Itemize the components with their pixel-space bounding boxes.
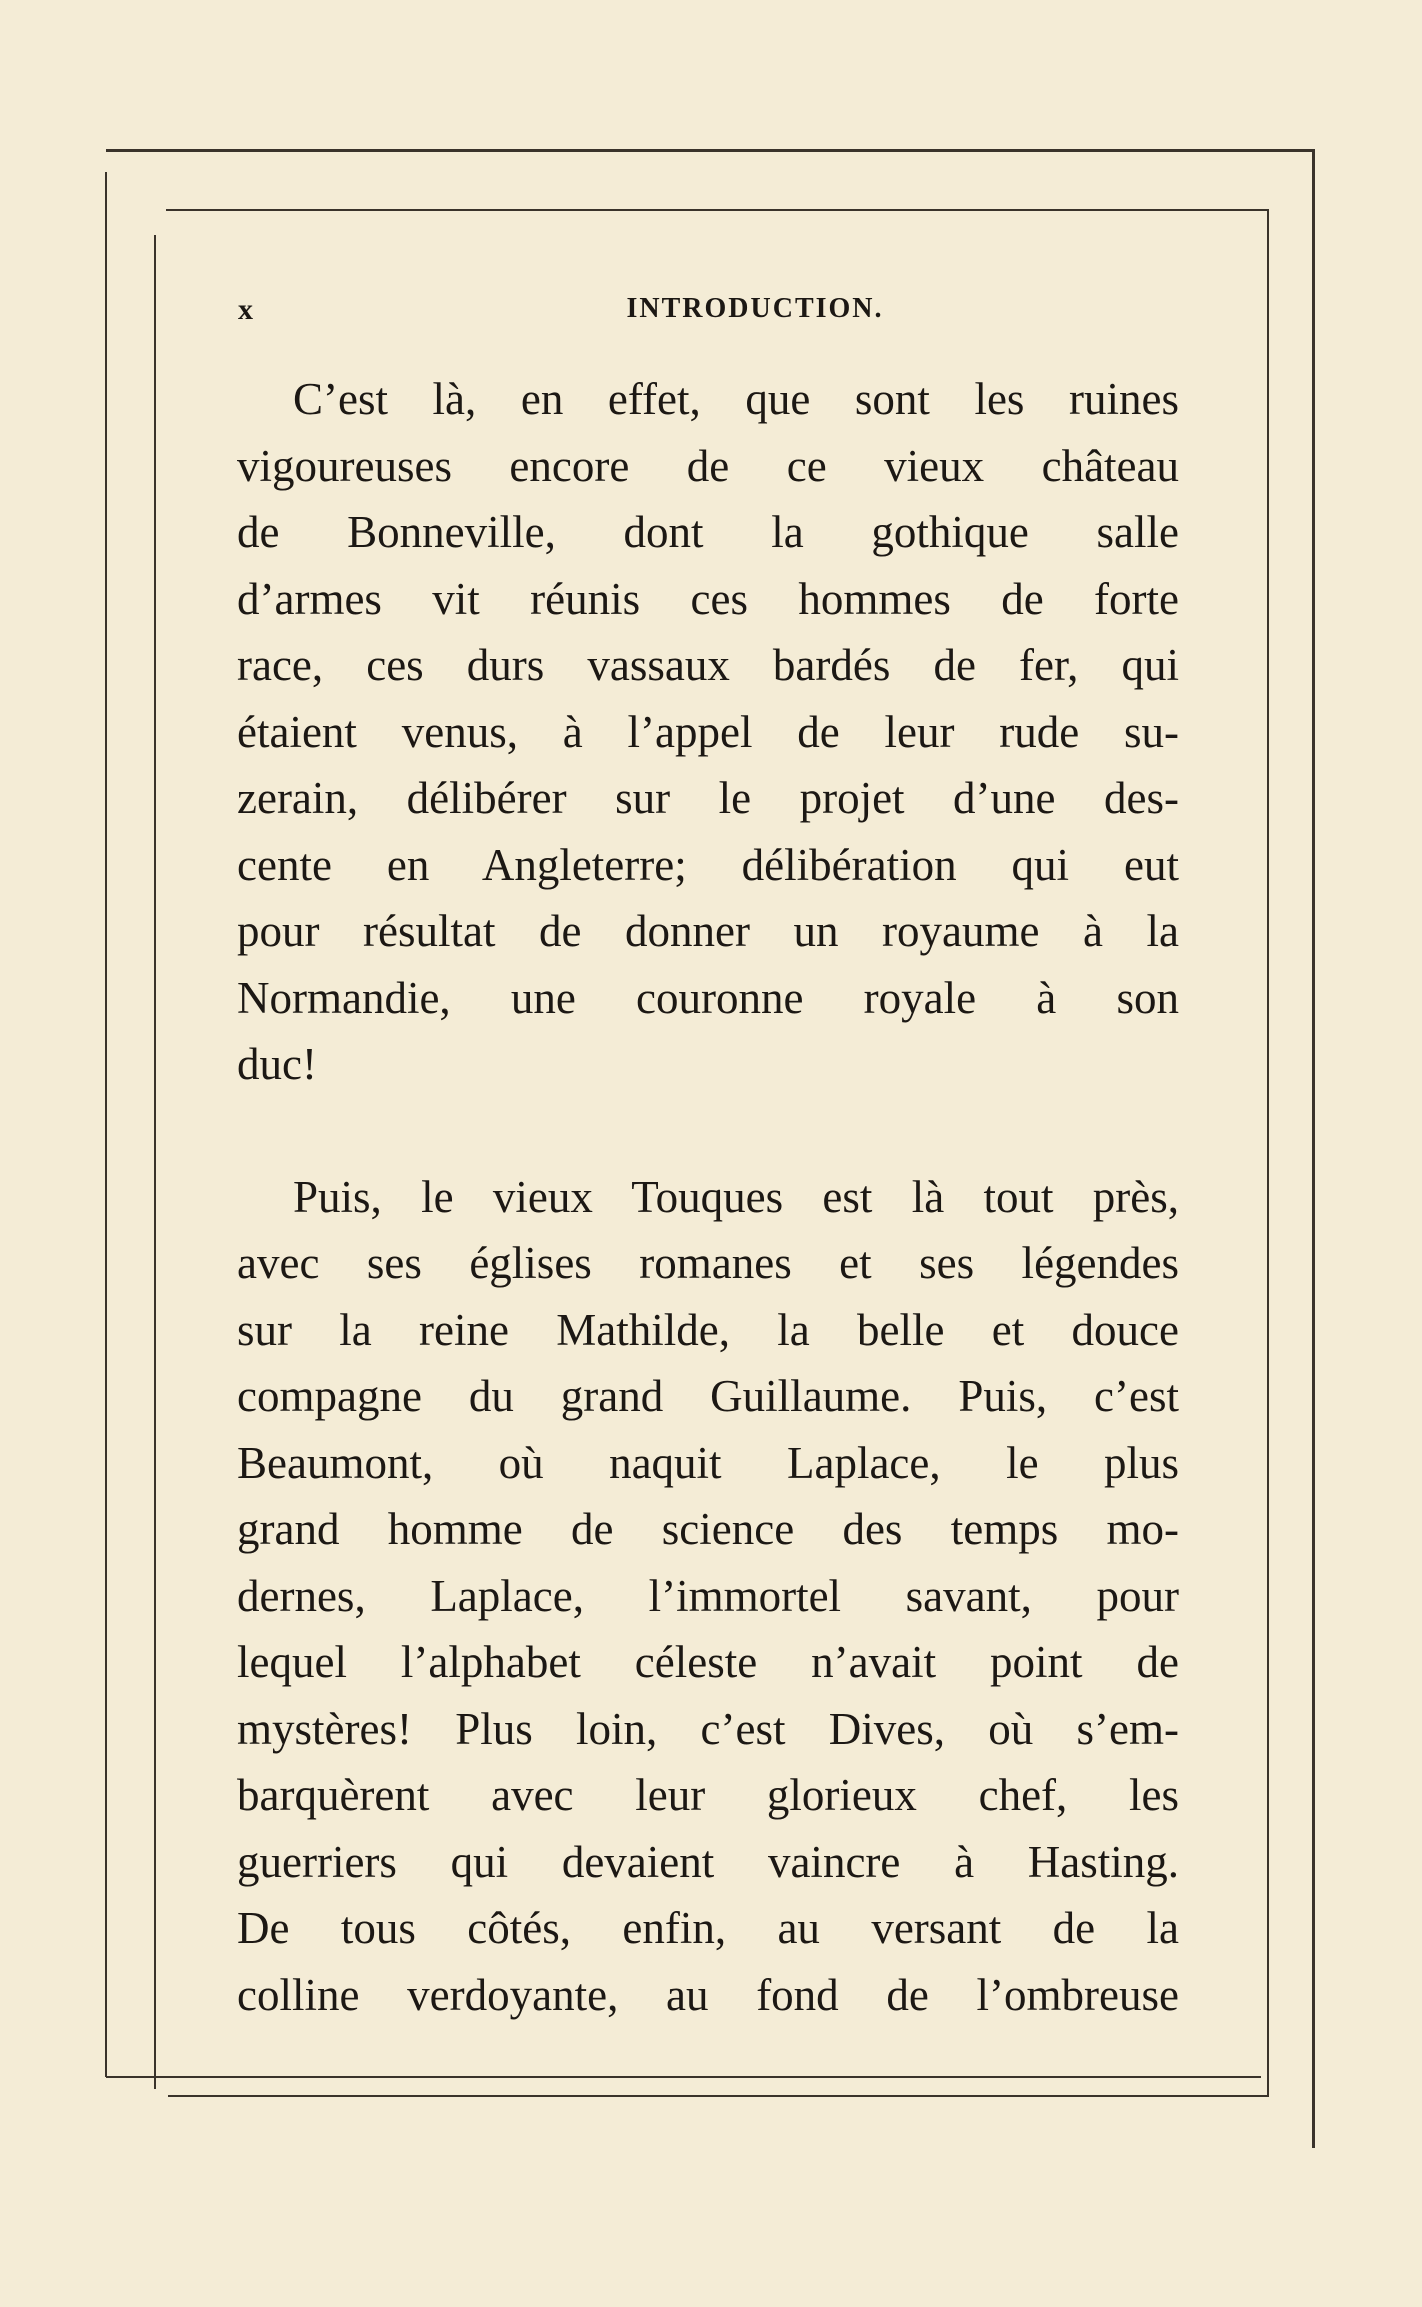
inner-frame-right [1267, 209, 1269, 2097]
text-line: De tous côtés, enfin, au versant de la [237, 1903, 1179, 1953]
text-line: compagne du grand Guillaume. Puis, c’est [237, 1371, 1179, 1421]
body-text [237, 366, 1179, 2028]
text-line: Beaumont, où naquit Laplace, le plus [237, 1437, 1179, 1488]
text-line: barquèrent avec leur glorieux chef, les [237, 1770, 1179, 1820]
paragraph-1 [237, 366, 1179, 1098]
text-line: pour résultat de donner un royaume à la [237, 906, 1179, 956]
text-line: lequel l’alphabet céleste n’avait point de [237, 1637, 1179, 1687]
text-line: Puis, le vieux Touques est là tout près, [293, 1171, 1179, 1222]
text-line: C’est là, en effet, que sont les ruines [293, 374, 1179, 424]
text-line: colline verdoyante, au fond de l’ombreuse [237, 1969, 1179, 2020]
outer-frame-left [105, 172, 107, 2077]
text-line: race, ces durs vassaux bardés de fer, qui [237, 640, 1179, 690]
page-header [230, 293, 1270, 343]
outer-frame-right [1312, 149, 1315, 2148]
paragraph-2 [237, 1164, 1179, 2029]
running-head: INTRODUCTION. [626, 293, 884, 324]
paragraph-spacer [237, 1098, 1179, 1164]
text-line: étaient venus, à l’appel de leur rude su- [237, 706, 1179, 757]
inner-frame-bottom [168, 2095, 1268, 2097]
outer-frame-bottom [106, 2076, 1261, 2078]
text-line: cente en Angleterre; délibération qui eut [237, 839, 1179, 890]
text-line: mystères! Plus loin, c’est Dives, où s’em- [237, 1703, 1179, 1754]
text-line: dernes, Laplace, l’immortel savant, pour [237, 1570, 1179, 1621]
text-line: Normandie, une couronne royale à son [237, 972, 1179, 1023]
text-line: avec ses églises romanes et ses légendes [237, 1238, 1179, 1288]
inner-frame-left [154, 235, 156, 2089]
text-line: duc! [237, 1039, 317, 1089]
text-line: de Bonneville, dont la gothique salle [237, 507, 1179, 557]
text-line: grand homme de science des temps mo- [237, 1504, 1179, 1554]
text-line: d’armes vit réunis ces hommes de forte [237, 573, 1179, 624]
text-line: guerriers qui devaient vaincre à Hasting. [237, 1836, 1179, 1887]
outer-frame-top [106, 149, 1314, 152]
text-line: zerain, délibérer sur le projet d’une des- [237, 773, 1179, 823]
text-line: vigoureuses encore de ce vieux château [237, 440, 1179, 491]
page-number: x [238, 293, 254, 326]
inner-frame-top [166, 209, 1268, 211]
text-line: sur la reine Mathilde, la belle et douce [237, 1304, 1179, 1355]
